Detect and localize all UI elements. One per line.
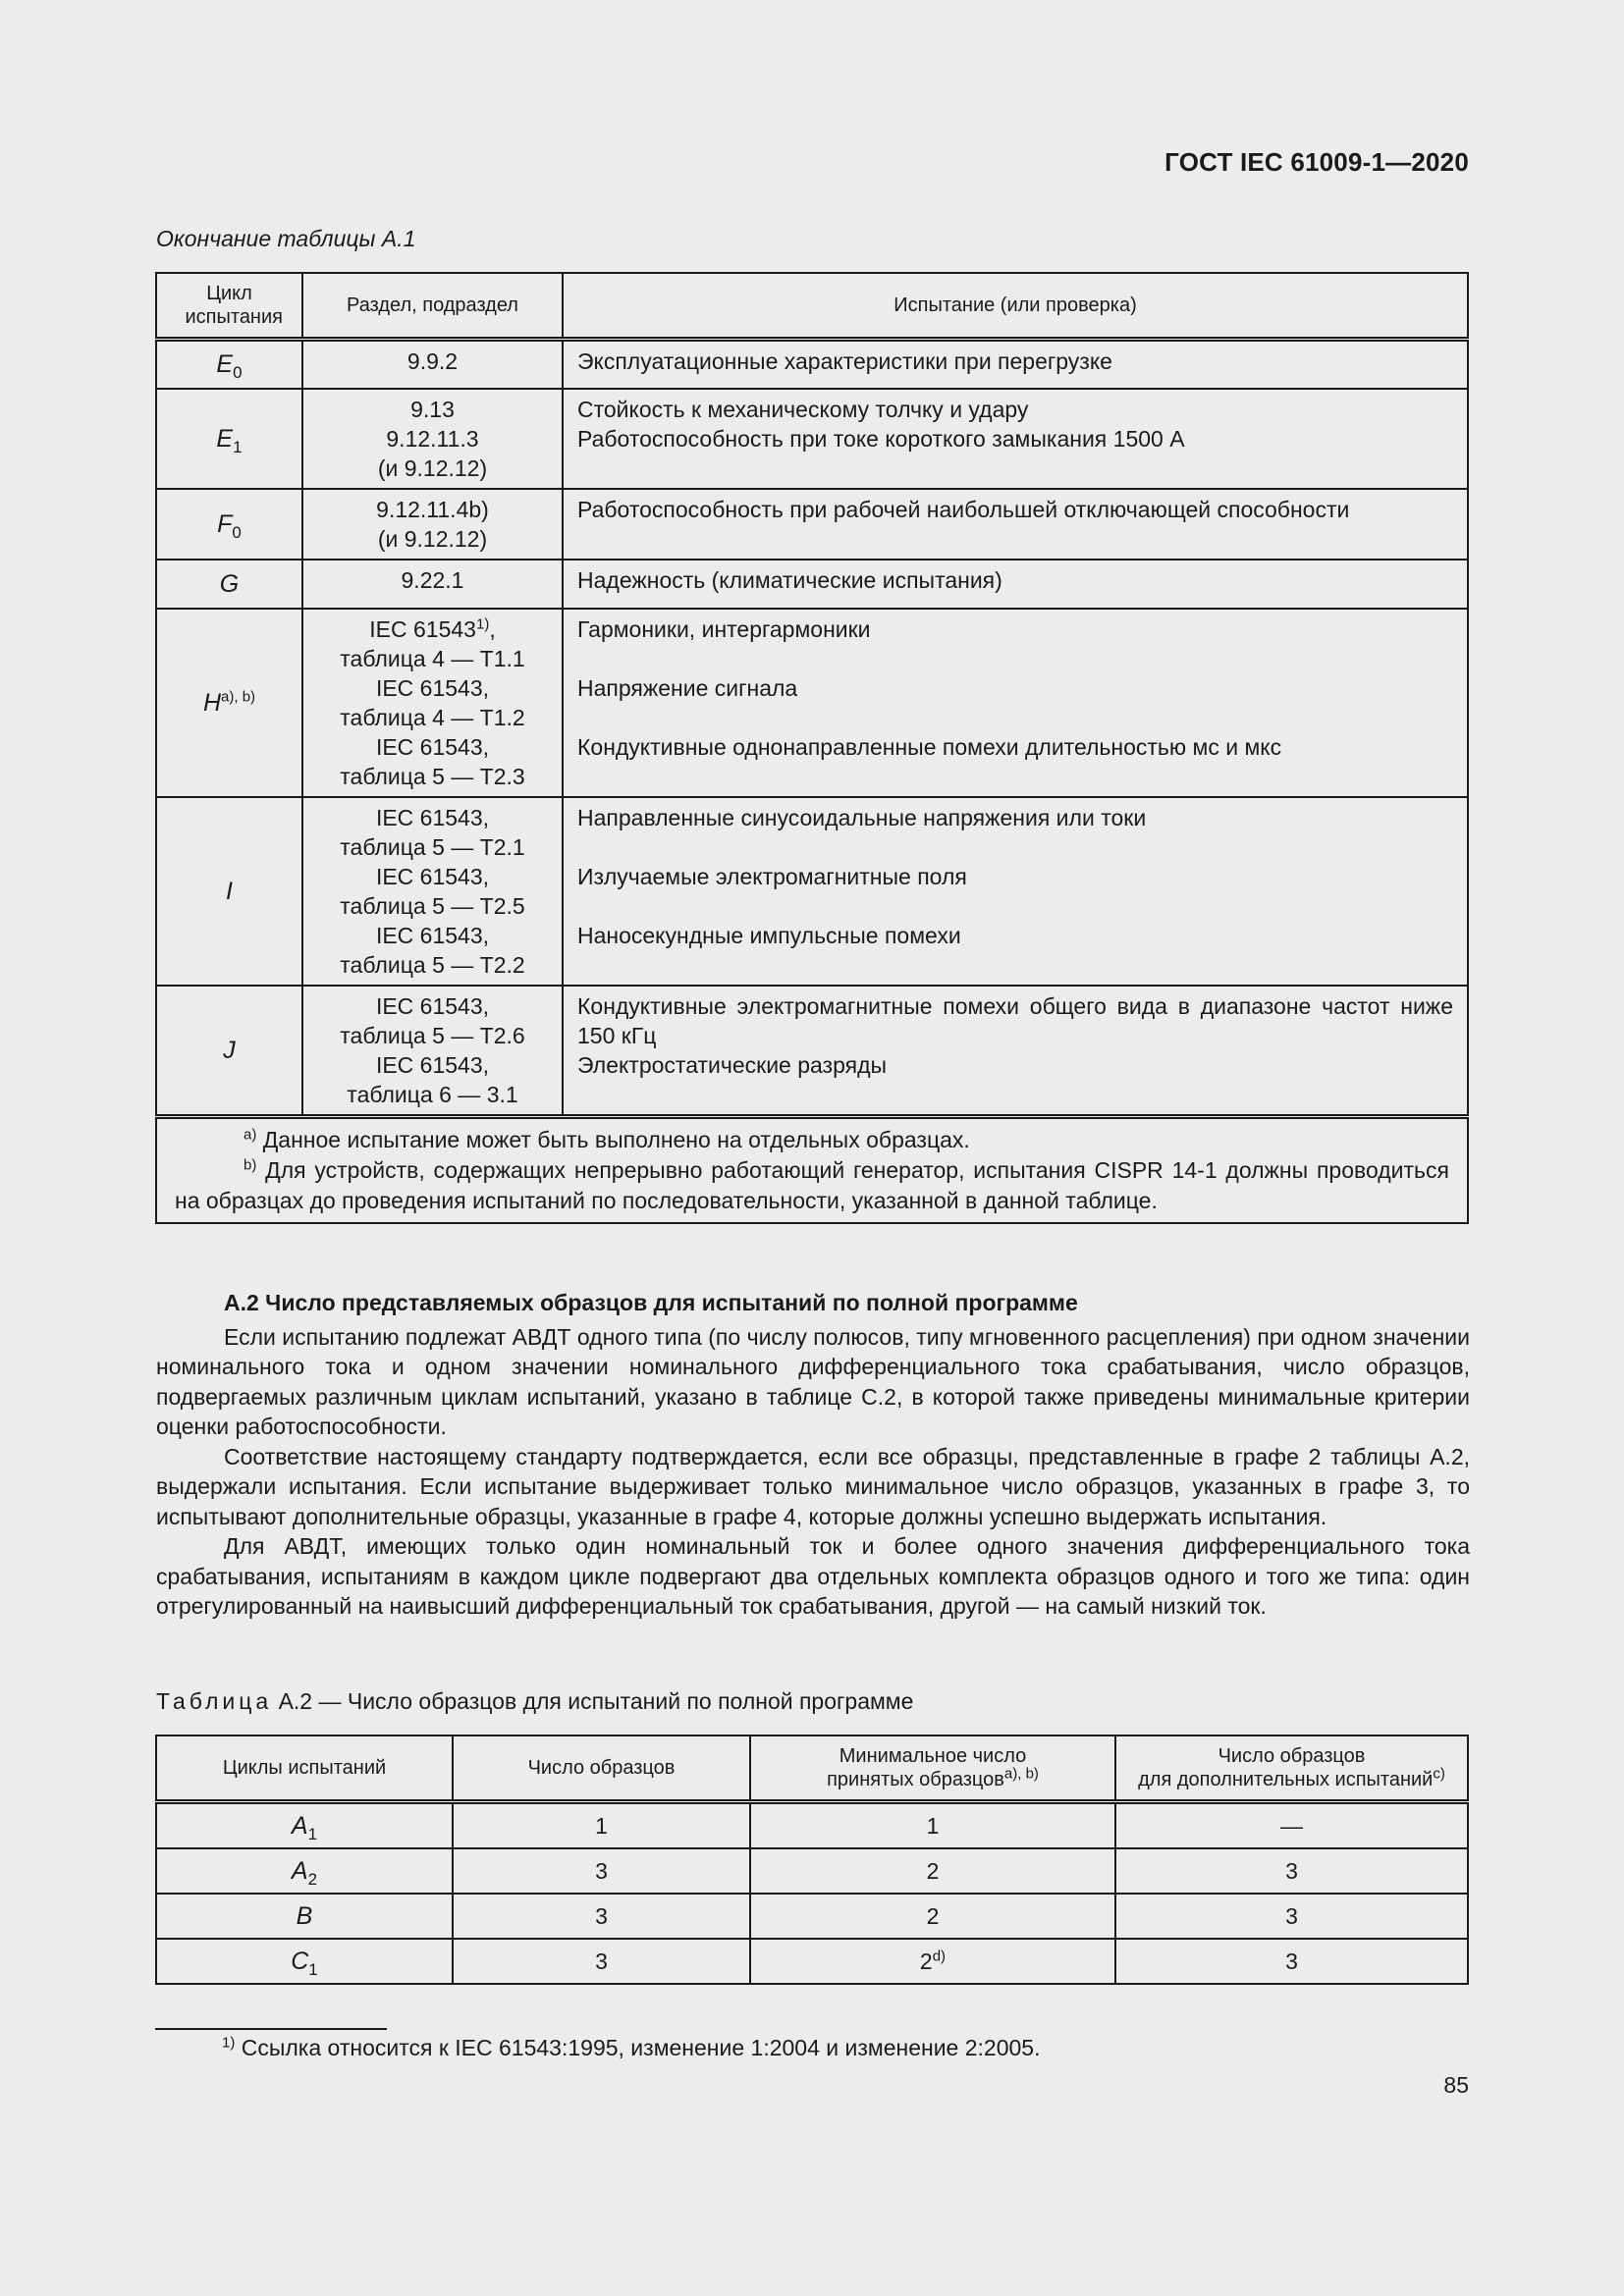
table-a1 (155, 272, 1469, 1224)
cycle-cell: $C_1$ (156, 1939, 453, 1984)
table-row (156, 1802, 1468, 1849)
cycle-cell: $E_0$ (156, 340, 302, 389)
cycle-cell: G (156, 560, 302, 609)
cycle-cell: $A_1$ (156, 1802, 453, 1849)
additional-cell: 3 (1115, 1848, 1468, 1894)
section-cell: 9.12.11.4b) (и 9.12.12) (302, 489, 563, 560)
table-row (156, 389, 1468, 489)
additional-cell: 3 (1115, 1939, 1468, 1984)
test-cell: Надежность (климатические испытания) (563, 560, 1468, 609)
test-cell: Работоспособность при рабочей наибольшей отключающей способности (563, 489, 1468, 560)
section-cell: IEC 61543, таблица 5 — T2.6 IEC 61543, таблица 6 — 3.1 (302, 986, 563, 1117)
page-number: 85 (1443, 2072, 1469, 2098)
footnote-divider (155, 2028, 387, 2030)
standard-code: ГОСТ IEC 61009-1—2020 (1164, 147, 1469, 177)
cycle-cell: J (156, 986, 302, 1117)
min-cell: 2 (750, 1894, 1115, 1939)
section-cell: IEC 61543$^{1)}$, таблица 4 — T1.1 IEC 61543, таблица 4 — T1.2 IEC 61543, таблица 5 — T2.3 (302, 609, 563, 797)
header-cycles: Циклы испытаний (156, 1735, 453, 1802)
table-a2 (155, 1735, 1469, 1985)
samples-cell: 3 (453, 1894, 750, 1939)
section-cell: IEC 61543, таблица 5 — T2.1 IEC 61543, таблица 5 — T2.5 IEC 61543, таблица 5 — T2.2 (302, 797, 563, 986)
test-cell: Гармоники, интергармоники Напряжение сигнала Кондуктивные однонаправленные помехи длительностью мс и мкс (563, 609, 1468, 797)
min-cell: 2 (750, 1848, 1115, 1894)
cycle-cell: $F_0$ (156, 489, 302, 560)
footnote: $^{1)}$ Ссылка относится к IEC 61543:1995, изменение 1:2004 и изменение 2:2005. (222, 2034, 1041, 2060)
section-a2 (156, 1288, 1470, 1622)
table-row (156, 1894, 1468, 1939)
cycle-cell: B (156, 1894, 453, 1939)
header-additional-samples: Число образцов для дополнительных испытаний$^{c)}$ (1115, 1735, 1468, 1802)
samples-cell: 1 (453, 1802, 750, 1849)
table-row (156, 560, 1468, 609)
header-min-samples: Минимальное число принятых образцов$^{a), b)}$ (750, 1735, 1115, 1802)
header-samples: Число образцов (453, 1735, 750, 1802)
table-notes (156, 1116, 1468, 1223)
table-row (156, 609, 1468, 797)
cycle-cell: $A_2$ (156, 1848, 453, 1894)
section-title: А.2 Число представляемых образцов для испытаний по полной программе (224, 1290, 1078, 1315)
header-cycle: Цикл испытания (156, 273, 302, 340)
samples-cell: 3 (453, 1939, 750, 1984)
cycle-cell: I (156, 797, 302, 986)
samples-cell: 3 (453, 1848, 750, 1894)
table-note: $^{b)}$ Для устройств, содержащих непрерывно работающий генератор, испытания CISPR 14-1 должны проводиться на образцах до проведения испытаний по последовательности, указанной в данной таблице. (175, 1155, 1449, 1213)
table-row (156, 1848, 1468, 1894)
paragraph: Соответствие настоящему стандарту подтверждается, если все образцы, представленные в графе 2 таблицы А.2, выдержали испытания. Если испытание выдерживает только минимальное число образцов, указанных в графе 3, то испытывают дополнительные образцы, указанные в графе 4, которые должны успешно выдержать испытания. (156, 1443, 1470, 1529)
table-note: $^{a)}$ Данное испытание может быть выполнено на отдельных образцах. (244, 1125, 970, 1152)
test-cell: Кондуктивные электромагнитные помехи общего вида в диапазоне частот ниже 150 кГц Электростатические разряды (563, 986, 1468, 1117)
additional-cell: — (1115, 1802, 1468, 1849)
header-section: Раздел, подраздел (302, 273, 563, 340)
additional-cell: 3 (1115, 1894, 1468, 1939)
paragraph: Для АВДТ, имеющих только один номинальный ток и более одного значения дифференциального тока срабатывания, испытаниям в каждом цикле подвергают два отдельных комплекта образцов одного и того же типа: один отрегулированный на наивысший дифференциальный ток срабатывания, другой — на самый низкий ток. (156, 1533, 1470, 1619)
table-continuation-label: Окончание таблицы А.1 (156, 226, 416, 251)
table-row (156, 986, 1468, 1117)
test-cell: Направленные синусоидальные напряжения или токи Излучаемые электромагнитные поля Наносекундные импульсные помехи (563, 797, 1468, 986)
header-test: Испытание (или проверка) (563, 273, 1468, 340)
cycle-cell: $E_1$ (156, 389, 302, 489)
table-row (156, 340, 1468, 389)
test-cell: Эксплуатационные характеристики при перегрузке (563, 340, 1468, 389)
test-cell: Стойкость к механическому толчку и удару Работоспособность при токе короткого замыкания 1500 А (563, 389, 1468, 489)
section-cell: 9.9.2 (302, 340, 563, 389)
cycle-cell: $H^{a), b)}$ (156, 609, 302, 797)
table-row (156, 1939, 1468, 1984)
table-row (156, 797, 1468, 986)
min-cell: 2$^{d)}$ (750, 1939, 1115, 1984)
paragraph: Если испытанию подлежат АВДТ одного типа (по числу полюсов, типу мгновенного расцепления) при одном значении номинального тока и одном значении номинального дифференциального тока срабатывания, число образцов, подвергаемых различным циклам испытаний, указано в таблице С.2, в которой также приведены минимальные критерии оценки работоспособности. (156, 1323, 1470, 1439)
section-cell: 9.13 9.12.11.3 (и 9.12.12) (302, 389, 563, 489)
table-a2-caption: Таблица А.2 — Число образцов для испытаний по полной программе (156, 1688, 914, 1714)
section-cell: 9.22.1 (302, 560, 563, 609)
table-row (156, 489, 1468, 560)
min-cell: 1 (750, 1802, 1115, 1849)
